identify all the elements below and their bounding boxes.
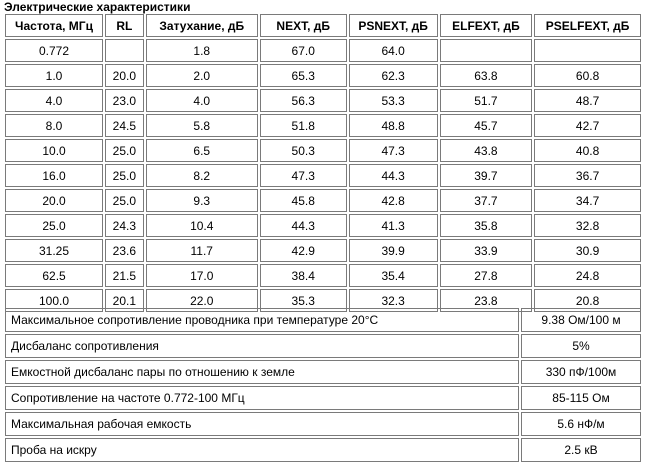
parameter-value: 9.38 Ом/100 м xyxy=(521,308,641,332)
table-cell: 21.5 xyxy=(105,264,144,287)
table-row xyxy=(5,264,641,287)
parameter-value: 5.6 нФ/м xyxy=(521,412,641,436)
table-cell: 50.3 xyxy=(260,139,347,162)
table-cell xyxy=(440,39,533,62)
table-cell: 17.0 xyxy=(146,264,258,287)
parameter-label: Дисбаланс сопротивления xyxy=(5,334,519,358)
table-row xyxy=(5,214,641,237)
column-header: Затухание, дБ xyxy=(146,14,258,37)
table-cell: 39.9 xyxy=(349,239,438,262)
column-header: PSELFEXT, дБ xyxy=(534,14,641,37)
table-cell: 45.8 xyxy=(260,189,347,212)
table-cell: 23.8 xyxy=(440,289,533,312)
table-cell: 56.3 xyxy=(260,89,347,112)
cable-parameters-table xyxy=(3,306,643,464)
table-cell: 41.3 xyxy=(349,214,438,237)
table-cell: 24.8 xyxy=(534,264,641,287)
table-row xyxy=(5,412,641,436)
table-cell: 36.7 xyxy=(534,164,641,187)
table-cell: 30.9 xyxy=(534,239,641,262)
table-cell: 44.3 xyxy=(349,164,438,187)
table-cell: 10.4 xyxy=(146,214,258,237)
table-cell: 20.0 xyxy=(105,64,144,87)
table-cell: 8.2 xyxy=(146,164,258,187)
table-cell: 2.0 xyxy=(146,64,258,87)
table-cell: 62.3 xyxy=(349,64,438,87)
section-title: Электрические характеристики xyxy=(4,0,191,14)
parameter-label: Максимальная рабочая емкость xyxy=(5,412,519,436)
table-cell: 20.0 xyxy=(5,189,103,212)
table-cell: 65.3 xyxy=(260,64,347,87)
parameter-value: 2.5 кВ xyxy=(521,438,641,462)
table-cell: 24.5 xyxy=(105,114,144,137)
table-cell: 10.0 xyxy=(5,139,103,162)
table-cell: 22.0 xyxy=(146,289,258,312)
table-cell: 25.0 xyxy=(5,214,103,237)
table-cell: 0.772 xyxy=(5,39,103,62)
table-cell: 44.3 xyxy=(260,214,347,237)
table-cell: 38.4 xyxy=(260,264,347,287)
parameter-label: Проба на искру xyxy=(5,438,519,462)
table-cell: 48.7 xyxy=(534,89,641,112)
table-cell: 31.25 xyxy=(5,239,103,262)
table-row xyxy=(5,89,641,112)
table-cell: 20.8 xyxy=(534,289,641,312)
table-cell: 63.8 xyxy=(440,64,533,87)
parameter-value: 5% xyxy=(521,334,641,358)
table-cell: 43.8 xyxy=(440,139,533,162)
table-row xyxy=(5,164,641,187)
table-row xyxy=(5,114,641,137)
table-cell: 24.3 xyxy=(105,214,144,237)
table-cell: 48.8 xyxy=(349,114,438,137)
table-cell: 25.0 xyxy=(105,189,144,212)
table-cell: 25.0 xyxy=(105,139,144,162)
table-row xyxy=(5,308,641,332)
table-cell: 51.7 xyxy=(440,89,533,112)
table-cell: 35.4 xyxy=(349,264,438,287)
table-cell: 20.1 xyxy=(105,289,144,312)
table-row xyxy=(5,334,641,358)
table-cell: 6.5 xyxy=(146,139,258,162)
table-cell: 42.8 xyxy=(349,189,438,212)
table-cell: 47.3 xyxy=(260,164,347,187)
table-cell: 9.3 xyxy=(146,189,258,212)
column-header: NEXT, дБ xyxy=(260,14,347,37)
table-cell xyxy=(105,39,144,62)
table-row xyxy=(5,360,641,384)
table-cell: 1.0 xyxy=(5,64,103,87)
table-cell: 53.3 xyxy=(349,89,438,112)
table-row xyxy=(5,239,641,262)
table-cell: 25.0 xyxy=(105,164,144,187)
table-cell: 62.5 xyxy=(5,264,103,287)
table-cell: 100.0 xyxy=(5,289,103,312)
table-row xyxy=(5,386,641,410)
table-cell: 1.8 xyxy=(146,39,258,62)
table-cell: 8.0 xyxy=(5,114,103,137)
table-cell xyxy=(534,39,641,62)
table-row xyxy=(5,139,641,162)
column-header: Частота, МГц xyxy=(5,14,103,37)
column-header: PSNEXT, дБ xyxy=(349,14,438,37)
parameter-value: 85-115 Ом xyxy=(521,386,641,410)
table-cell: 16.0 xyxy=(5,164,103,187)
table-cell: 64.0 xyxy=(349,39,438,62)
table-cell: 47.3 xyxy=(349,139,438,162)
table-cell: 4.0 xyxy=(5,89,103,112)
table-cell: 27.8 xyxy=(440,264,533,287)
table-cell: 23.6 xyxy=(105,239,144,262)
table-cell: 51.8 xyxy=(260,114,347,137)
table-cell: 67.0 xyxy=(260,39,347,62)
table-cell: 39.7 xyxy=(440,164,533,187)
table-cell: 32.8 xyxy=(534,214,641,237)
table-cell: 60.8 xyxy=(534,64,641,87)
table-cell: 23.0 xyxy=(105,89,144,112)
table-cell: 42.9 xyxy=(260,239,347,262)
table-cell: 45.7 xyxy=(440,114,533,137)
table-cell: 42.7 xyxy=(534,114,641,137)
table-row xyxy=(5,64,641,87)
column-header: ELFEXT, дБ xyxy=(440,14,533,37)
parameter-value: 330 пФ/100м xyxy=(521,360,641,384)
table-cell: 35.8 xyxy=(440,214,533,237)
table-cell: 5.8 xyxy=(146,114,258,137)
table-cell: 33.9 xyxy=(440,239,533,262)
table-cell: 11.7 xyxy=(146,239,258,262)
electrical-characteristics-table xyxy=(3,12,643,314)
parameter-label: Емкостной дисбаланс пары по отношению к земле xyxy=(5,360,519,384)
table-cell: 35.3 xyxy=(260,289,347,312)
column-header: RL xyxy=(105,14,144,37)
table-row xyxy=(5,438,641,462)
parameter-label: Сопротивление на частоте 0.772-100 МГц xyxy=(5,386,519,410)
table-cell: 40.8 xyxy=(534,139,641,162)
table-cell: 34.7 xyxy=(534,189,641,212)
table-header-row xyxy=(5,14,641,37)
parameter-label: Максимальное сопротивление проводника при температуре 20°С xyxy=(5,308,519,332)
table-row xyxy=(5,189,641,212)
table-cell: 37.7 xyxy=(440,189,533,212)
table-row xyxy=(5,39,641,62)
table-cell: 4.0 xyxy=(146,89,258,112)
table-cell: 32.3 xyxy=(349,289,438,312)
